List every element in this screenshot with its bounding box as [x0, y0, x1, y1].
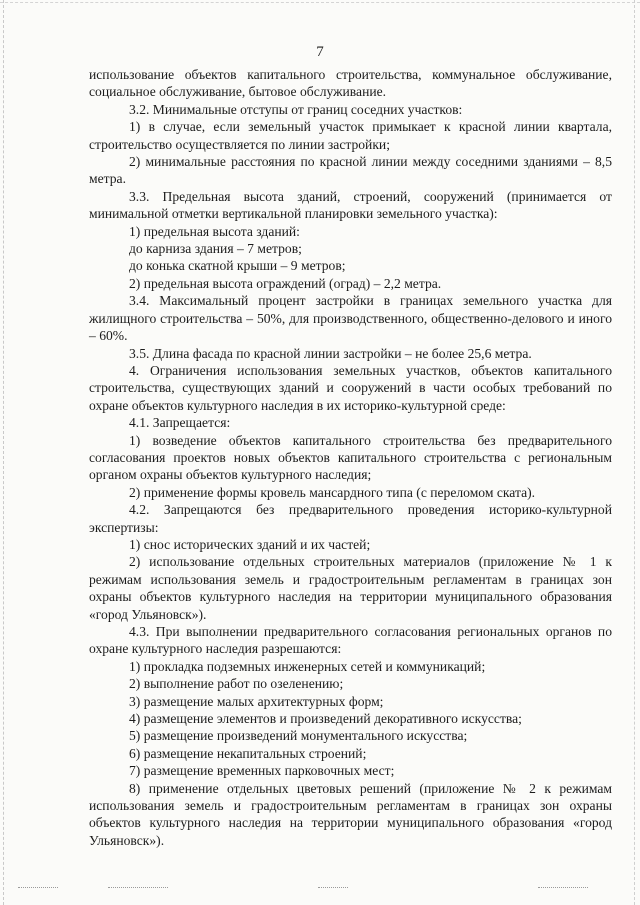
paragraph: 3.2. Минимальные отступы от границ соседних участков: [129, 101, 463, 117]
paragraph: 1) прокладка подземных инженерных сетей и коммуникаций; [129, 658, 486, 674]
paragraph: использование объектов капитального строительства, коммунальное обслуживание, социальное обслуживание, бытовое обслуживание. [89, 67, 612, 100]
paragraph: 2) минимальные расстояния по красной линии между соседними зданиями – 8,5 метра. [89, 154, 612, 187]
paragraph: 6) размещение некапитальных строений; [129, 745, 367, 761]
paragraph: 3.5. Длина фасада по красной линии застройки – не более 25,6 метра. [129, 345, 532, 361]
paragraph: 3) размещение малых архитектурных форм; [129, 693, 384, 709]
paragraph: 8) применение отдельных цветовых решений (приложение № 2 к режимам использования земель и градостроительным регламентам в границах зон охраны объектов культурного наследия на территории муниципального образования «город Ульяновск»). [89, 780, 612, 848]
scan-edge-bottom [18, 887, 618, 893]
paragraph: 4. Ограничения использования земельных участков, объектов капитального строительства, существующих зданий и сооружений в части особых требований по охране объектов культурного наследия в их историко-культурной среде: [89, 362, 612, 413]
paragraph: 7) размещение временных парковочных мест; [129, 763, 395, 779]
paragraph: 2) применение формы кровель мансардного типа (с переломом ската). [129, 484, 536, 500]
paragraph: 3.3. Предельная высота зданий, строений, сооружений (принимается от минимальной отметки вертикальной планировки земельного участка): [89, 188, 612, 222]
paragraph: 1) возведение объектов капитального строительства без предварительного согласования проектов новых объектов капитального строительства с региональным органом охраны объектов культурного наследия; [89, 432, 612, 483]
paragraph: 1) предельная высота зданий: [129, 223, 300, 239]
paragraph: 4.2. Запрещаются без предварительного проведения историко-культурной экспертизы: [89, 502, 612, 535]
document-body [89, 66, 612, 849]
paragraph: 3.4. Максимальный процент застройки в границах земельного участка для жилищного строительства – 50%, для производственного, общественно-делового и иного – 60%. [89, 293, 612, 344]
scan-edge-right [634, 0, 636, 905]
paragraph: 4.3. При выполнении предварительного согласования региональных органов по охране культурного наследия разрешаются: [89, 624, 612, 657]
paragraph: до карниза здания – 7 метров; [129, 241, 302, 257]
scan-edge-top [0, 2, 640, 4]
scan-edge-left [3, 0, 5, 905]
paragraph: 4) размещение элементов и произведений декоративного искусства; [129, 711, 522, 727]
paragraph: до конька скатной крыши – 9 метров; [129, 258, 346, 274]
paragraph: 2) использование отдельных строительных материалов (приложение № 1 к режимам использования земель и градостроительным регламентам в границах зон охраны объектов культурного наследия на территории муниципального образования «город Ульяновск»). [89, 554, 612, 622]
paragraph: 1) снос исторических зданий и их частей; [129, 536, 371, 552]
paragraph: 2) выполнение работ по озеленению; [129, 676, 344, 692]
paragraph: 4.1. Запрещается: [129, 415, 231, 431]
paragraph: 2) предельная высота ограждений (оград) – 2,2 метра. [129, 275, 442, 291]
paragraph: 1) в случае, если земельный участок примыкает к красной линии квартала, строительство осуществляется по линии застройки; [89, 119, 612, 152]
page-number: 7 [316, 44, 324, 60]
paragraph: 5) размещение произведений монументального искусства; [129, 728, 468, 744]
